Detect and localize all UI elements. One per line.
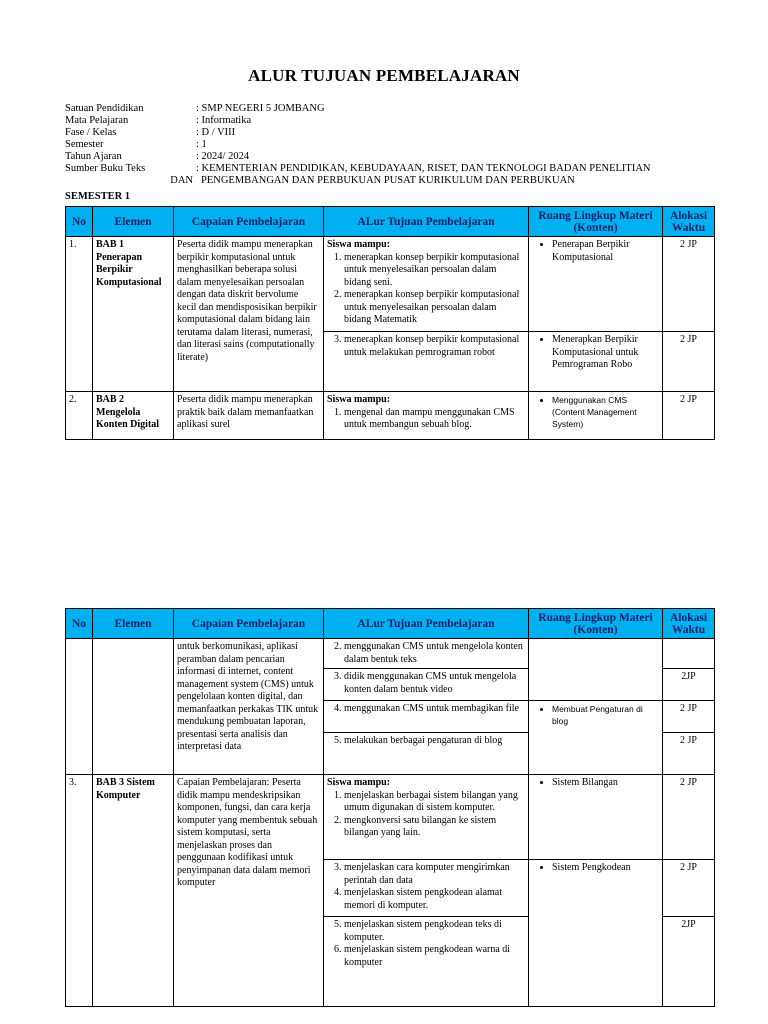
row-no: 3. [66,775,93,1007]
header-elemen: Elemen [93,207,174,237]
header-alokasi: Alokasi Waktu [663,609,715,639]
meta-value: : SMP NEGERI 5 JOMBANG [196,103,325,114]
row-alur [324,775,529,860]
meta-label: Sumber Buku Teks [65,163,146,174]
row-alur [324,669,529,701]
header-alur: ALur Tujuan Pembelajaran [324,207,529,237]
row-no: 1. [66,237,93,392]
meta-value: : KEMENTERIAN PENDIDIKAN, KEBUDAYAAN, RISET, DAN TEKNOLOGI BADAN PENELITIAN [196,163,651,174]
alur-item: 1. mengenal dan mampu menggunakan CMS untuk membangun sebuah blog. [344,407,525,432]
row-alokasi [663,755,715,775]
atp-table-1 [65,206,715,440]
header-no: No [66,609,93,639]
row-no: 2. [66,392,93,440]
header-elemen: Elemen [93,609,174,639]
alur-item: 6. menjelaskan sistem pengkodean warna di komputer [344,944,525,969]
row-alur [324,860,529,917]
meta-label: Tahun Ajaran [65,151,122,162]
header-alokasi: Alokasi Waktu [663,207,715,237]
table-row [66,392,715,440]
table-row [66,639,715,669]
row-alokasi: 2JP [663,669,715,701]
header-no: No [66,207,93,237]
header-ruang: Ruang Lingkup Materi (Konten) [529,207,663,237]
ruang-item: • Sistem Pengkodean [552,862,659,875]
siswa-label: Siswa mampu: [327,777,391,788]
row-alokasi [663,639,715,669]
header-alur: ALur Tujuan Pembelajaran [324,609,529,639]
row-alur [324,392,529,440]
row-elemen: BAB 2 Mengelola Konten Digital [93,392,174,440]
alur-item: 3. menerapkan konsep berpikir komputasional untuk melakukan pemrograman robot [344,334,525,359]
row-alokasi: 2 JP [663,860,715,917]
row-alokasi: 2 JP [663,775,715,860]
alur-item: 3. didik menggunakan CMS untuk mengelola konten dalam bentuk video [344,671,525,696]
ruang-item: • Penerapan Berpikir Komputasional [552,239,659,264]
ruang-item: • Membuat Pengaturan di blog [552,703,659,727]
row-alur [324,733,529,755]
ruang-item: • Sistem Bilangan [552,777,659,790]
row-alokasi: 2 JP [663,237,715,332]
header-capaian: Capaian Pembelajaran [174,609,324,639]
alur-item: 1. menjelaskan berbagai sistem bilangan yang umum digunakan di sistem komputer. [344,790,525,815]
table-row [66,237,715,332]
alur-item: 2. mengkonversi satu bilangan ke sistem bilangan yang lain. [344,815,525,840]
meta-value: : Informatika [196,115,252,126]
row-capaian: Peserta didik mampu menerapkan praktik baik dalam memanfaatkan aplikasi surel [174,392,324,440]
alur-item: 4. menggunakan CMS untuk membagikan file [344,703,525,716]
row-alur [324,755,529,775]
meta-value-cont: PENGEMBANGAN DAN PERBUKUAN PUSAT KURIKULUM DAN PERBUKUAN [201,175,575,186]
row-capaian: Peserta didik mampu menerapkan berpikir komputasional untuk menghasilkan beberapa solusi dalam menyelesaikan persoalan dengan data diskrit bervolume kecil dan mendisposisikan berpikir komputasional dalam bidang lain terutama dalam literasi, numerasi, dan literasi sains (computationally literate) [174,237,324,392]
row-ruang [529,639,663,701]
meta-value: : 2024/ 2024 [196,151,250,162]
row-ruang [529,392,663,440]
semester-heading: SEMESTER 1 [65,191,131,202]
alur-item: 3. menjelaskan cara komputer mengirimkan perintah dan data [344,862,525,887]
row-ruang [529,237,663,332]
ruang-item: • Menerapkan Berpikir Komputasional untuk Pemrograman Robo [552,334,659,372]
document-meta [65,103,705,187]
row-ruang [529,332,663,392]
row-alokasi: 2 JP [663,392,715,440]
row-capaian: Capaian Pembelajaran: Peserta didik mampu mendeskripsikan komponen, fungsi, dan cara kerja komputer yang membentuk sebuah sistem komputasi, serta menjelaskan proses dan penggunaan kodifikasi untuk penyimpanan data dalam memori komputer [174,775,324,1007]
meta-label: Semester [65,139,104,150]
row-ruang [529,775,663,860]
meta-value: : D / VIII [196,127,236,138]
row-alur [324,639,529,669]
atp-table-2 [65,608,715,1007]
meta-value: : 1 [196,139,207,150]
row-elemen [93,639,174,775]
ruang-item: • Menggunakan CMS (Content Management System) [552,394,659,430]
row-capaian: untuk berkomunikasi, aplikasi peramban dalam pencarian informasi di internet, content management system (CMS) untuk pengelolaan konten digital, dan memanfaatkan perkakas TIK untuk mendukung pembuatan laporan, presentasi serta analisis dan interpretasi data [174,639,324,775]
row-ruang [529,860,663,1007]
row-alokasi: 2 JP [663,733,715,755]
row-elemen: BAB 3 Sistem Komputer [93,775,174,1007]
meta-dan: DAN [170,175,193,186]
header-ruang: Ruang Lingkup Materi (Konten) [529,609,663,639]
row-alokasi: 2 JP [663,701,715,733]
row-elemen: BAB 1 Penerapan Berpikir Komputasional [93,237,174,392]
row-alur [324,917,529,1007]
alur-item: 2. menerapkan konsep berpikir komputasional untuk menyelesaikan persoalan dalam bidang Matematik [344,289,525,327]
alur-item: 1. menerapkan konsep berpikir komputasional untuk menyelesaikan persoalan dalam bidang seni. [344,252,525,290]
table-row [66,775,715,860]
row-alokasi: 2JP [663,917,715,1007]
header-capaian: Capaian Pembelajaran [174,207,324,237]
alur-item: 4. menjelaskan sistem pengkodean alamat memori di komputer. [344,887,525,912]
alur-item: 5. melakukan berbagai pengaturan di blog [344,735,525,748]
page-title: ALUR TUJUAN PEMBELAJARAN [248,66,520,85]
row-alur [324,701,529,733]
siswa-label: Siswa mampu: [327,394,391,405]
row-no [66,639,93,775]
alur-item: 2. menggunakan CMS untuk mengelola konten dalam bentuk teks [344,641,525,666]
meta-label: Fase / Kelas [65,127,117,138]
alur-item: 5. menjelaskan sistem pengkodean teks di komputer. [344,919,525,944]
row-alur [324,332,529,392]
row-ruang [529,701,663,775]
meta-label: Satuan Pendidikan [65,103,144,114]
meta-label: Mata Pelajaran [65,115,129,126]
row-alokasi: 2 JP [663,332,715,392]
row-alur [324,237,529,332]
siswa-label: Siswa mampu: [327,239,391,250]
